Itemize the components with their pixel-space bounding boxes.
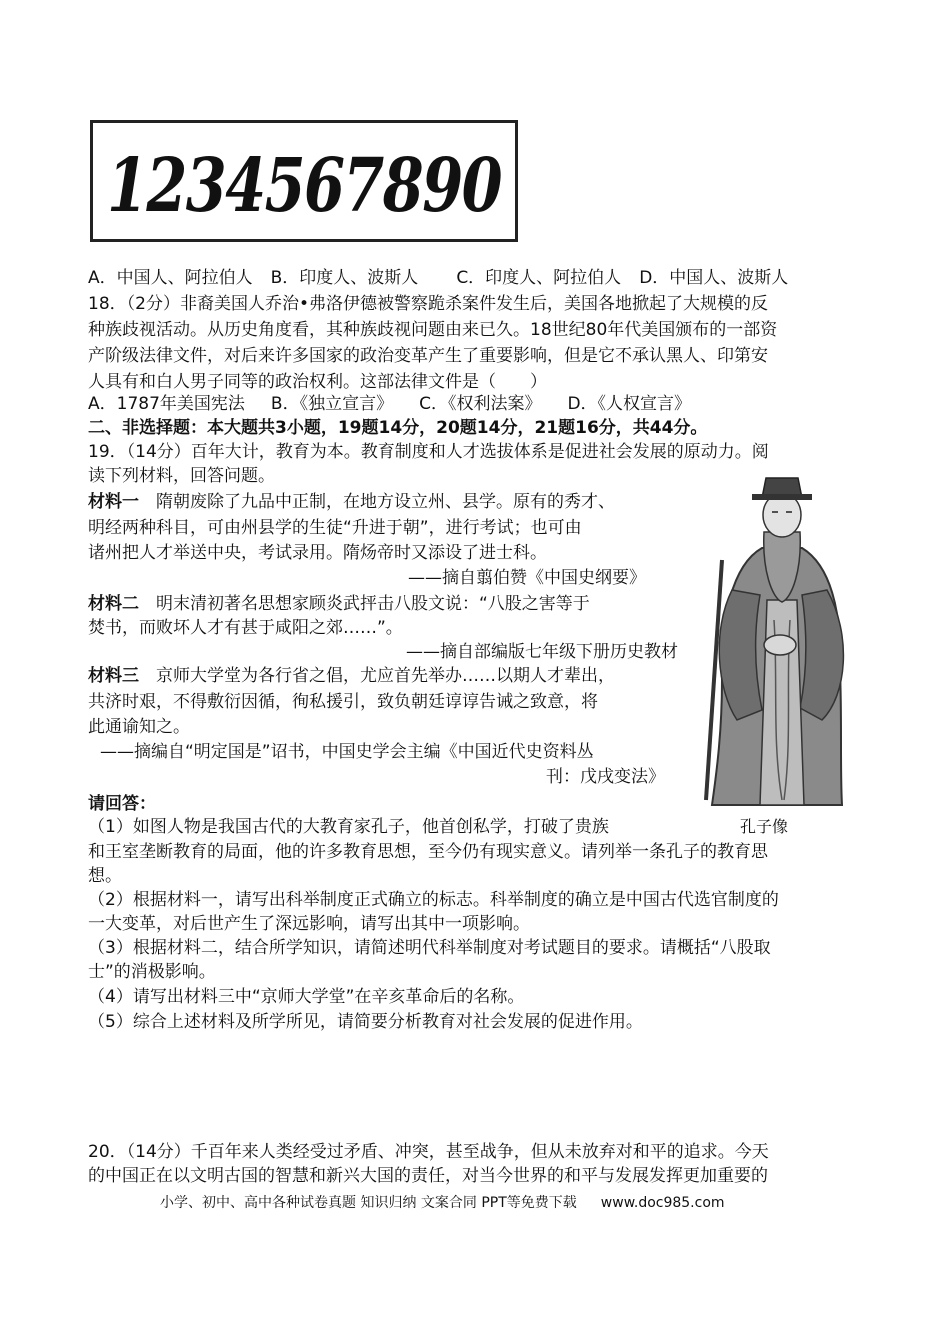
material-3-line: 此通谕知之。 — [88, 717, 190, 737]
sub-question-1: （1）如图人物是我国古代的大教育家孔子，他首创私学，打破了贵族 — [88, 817, 609, 837]
q17-option-a: A．中国人、阿拉伯人 — [88, 268, 253, 288]
material-2-label: 材料二 — [88, 594, 139, 614]
material-1-line: 明经两种科目，可由州县学的生徒“升进于朝”，进行考试；也可由 — [88, 518, 582, 538]
numerals-image — [103, 133, 507, 233]
material-2 — [88, 592, 590, 616]
material-3-source: 刊：戊戌变法》 — [546, 767, 665, 787]
material-3-label: 材料三 — [88, 666, 139, 686]
section-heading: 二、非选择题：本大题共3小题，19题14分，20题14分，21题16分，共44分。 — [88, 418, 708, 438]
q20-line: 的中国正在以文明古国的智慧和新兴大国的责任，对当今世界的和平与发展发挥更加重要的 — [88, 1166, 768, 1186]
q18-option-a: A．1787年美国宪法 — [88, 394, 245, 414]
q18-line: 产阶级法律文件，对后来许多国家的政治变革产生了重要影响，但是它不承认黑人、印第安 — [88, 346, 768, 366]
material-2-text: 明末清初著名思想家顾炎武抨击八股文说：“八股之害等于 — [139, 594, 590, 614]
numerals-text: 1234567890 — [107, 143, 503, 229]
sub-question-1-line: 想。 — [88, 866, 122, 886]
material-1-line: 诸州把人才举送中央，考试录用。隋炀帝时又添设了进士科。 — [88, 543, 547, 563]
q18-option-b: B．《独立宣言》 — [270, 394, 394, 414]
q19-line: 读下列材料，回答问题。 — [88, 466, 275, 486]
sub-question-2-line: 一大变革，对后世产生了深远影响，请写出其中一项影响。 — [88, 914, 530, 934]
material-1-source: ——摘自翦伯赞《中国史纲要》 — [408, 568, 646, 588]
q18-line: 种族歧视活动。从历史角度看，其种族歧视问题由来已久。18世纪80年代美国颁布的一部资 — [88, 320, 778, 340]
sub-question-5: （5）综合上述材料及所学所见，请简要分析教育对社会发展的促进作用。 — [88, 1012, 643, 1032]
sub-question-4: （4）请写出材料三中“京师大学堂”在辛亥革命后的名称。 — [88, 987, 525, 1007]
sub-question-2: （2）根据材料一，请写出科举制度正式确立的标志。科举制度的确立是中国古代选官制度的 — [88, 890, 779, 910]
q17-option-d: D．中国人、波斯人 — [639, 268, 789, 288]
portrait-caption: 孔子像 — [740, 817, 789, 836]
material-3-text: 京师大学堂为各行省之倡，尤应首先举办……以期人才辈出， — [139, 666, 615, 686]
footer-text: 小学、初中、高中各种试卷真题 知识归纳 文案合同 PPT等免费下载 — [160, 1195, 577, 1211]
q17-option-b: B．印度人、波斯人 — [270, 268, 419, 288]
q18-line: 人具有和白人男子同等的政治权利。这部法律文件是（ ） — [88, 372, 547, 392]
q18-option-d: D．《人权宣言》 — [567, 394, 692, 414]
q20-line: 20．（14分）千百年来人类经受过矛盾、冲突，甚至战争，但从未放弃对和平的追求。今天 — [88, 1142, 769, 1162]
answer-prompt: 请回答： — [88, 794, 156, 814]
page-footer — [160, 1192, 725, 1212]
sub-question-1-line: 和王室垄断教育的局面，他的许多教育思想，至今仍有现实意义。请列举一条孔子的教育思 — [88, 842, 768, 862]
q18-line: 18．（2分）非裔美国人乔治•弗洛伊德被警察跪杀案件发生后，美国各地掀起了大规模的反 — [88, 294, 768, 314]
q17-option-c: C．印度人、阿拉伯人 — [456, 268, 622, 288]
material-1-label: 材料一 — [88, 492, 139, 512]
numerals-figure — [90, 120, 518, 242]
material-3-line: 共济时艰，不得敷衍因循，徇私援引，致负朝廷谆谆告诫之致意，将 — [88, 692, 598, 712]
q18-options — [88, 392, 691, 416]
sub-question-3: （3）根据材料二，结合所学知识，请简述明代科举制度对考试题目的要求。请概括“八股取 — [88, 938, 771, 958]
q19-line: 19．（14分）百年大计，教育为本。教育制度和人才选拔体系是促进社会发展的原动力。阅 — [88, 442, 769, 462]
material-2-source: ——摘自部编版七年级下册历史教材 — [406, 642, 678, 662]
material-3 — [88, 664, 615, 688]
sub-question-3-line: 士”的消极影响。 — [88, 962, 216, 982]
material-1-text: 隋朝废除了九品中正制，在地方设立州、县学。原有的秀才、 — [139, 492, 615, 512]
material-2-line: 焚书，而败坏人才有甚于咸阳之郊……”。 — [88, 618, 403, 638]
material-3-source: ——摘编自“明定国是”诏书，中国史学会主编《中国近代史资料丛 — [100, 742, 594, 762]
q18-option-c: C．《权利法案》 — [419, 394, 542, 414]
footer-url[interactable]: www.doc985.com — [600, 1195, 725, 1211]
q17-options — [88, 266, 788, 290]
material-1 — [88, 490, 615, 514]
confucius-portrait — [692, 470, 867, 815]
